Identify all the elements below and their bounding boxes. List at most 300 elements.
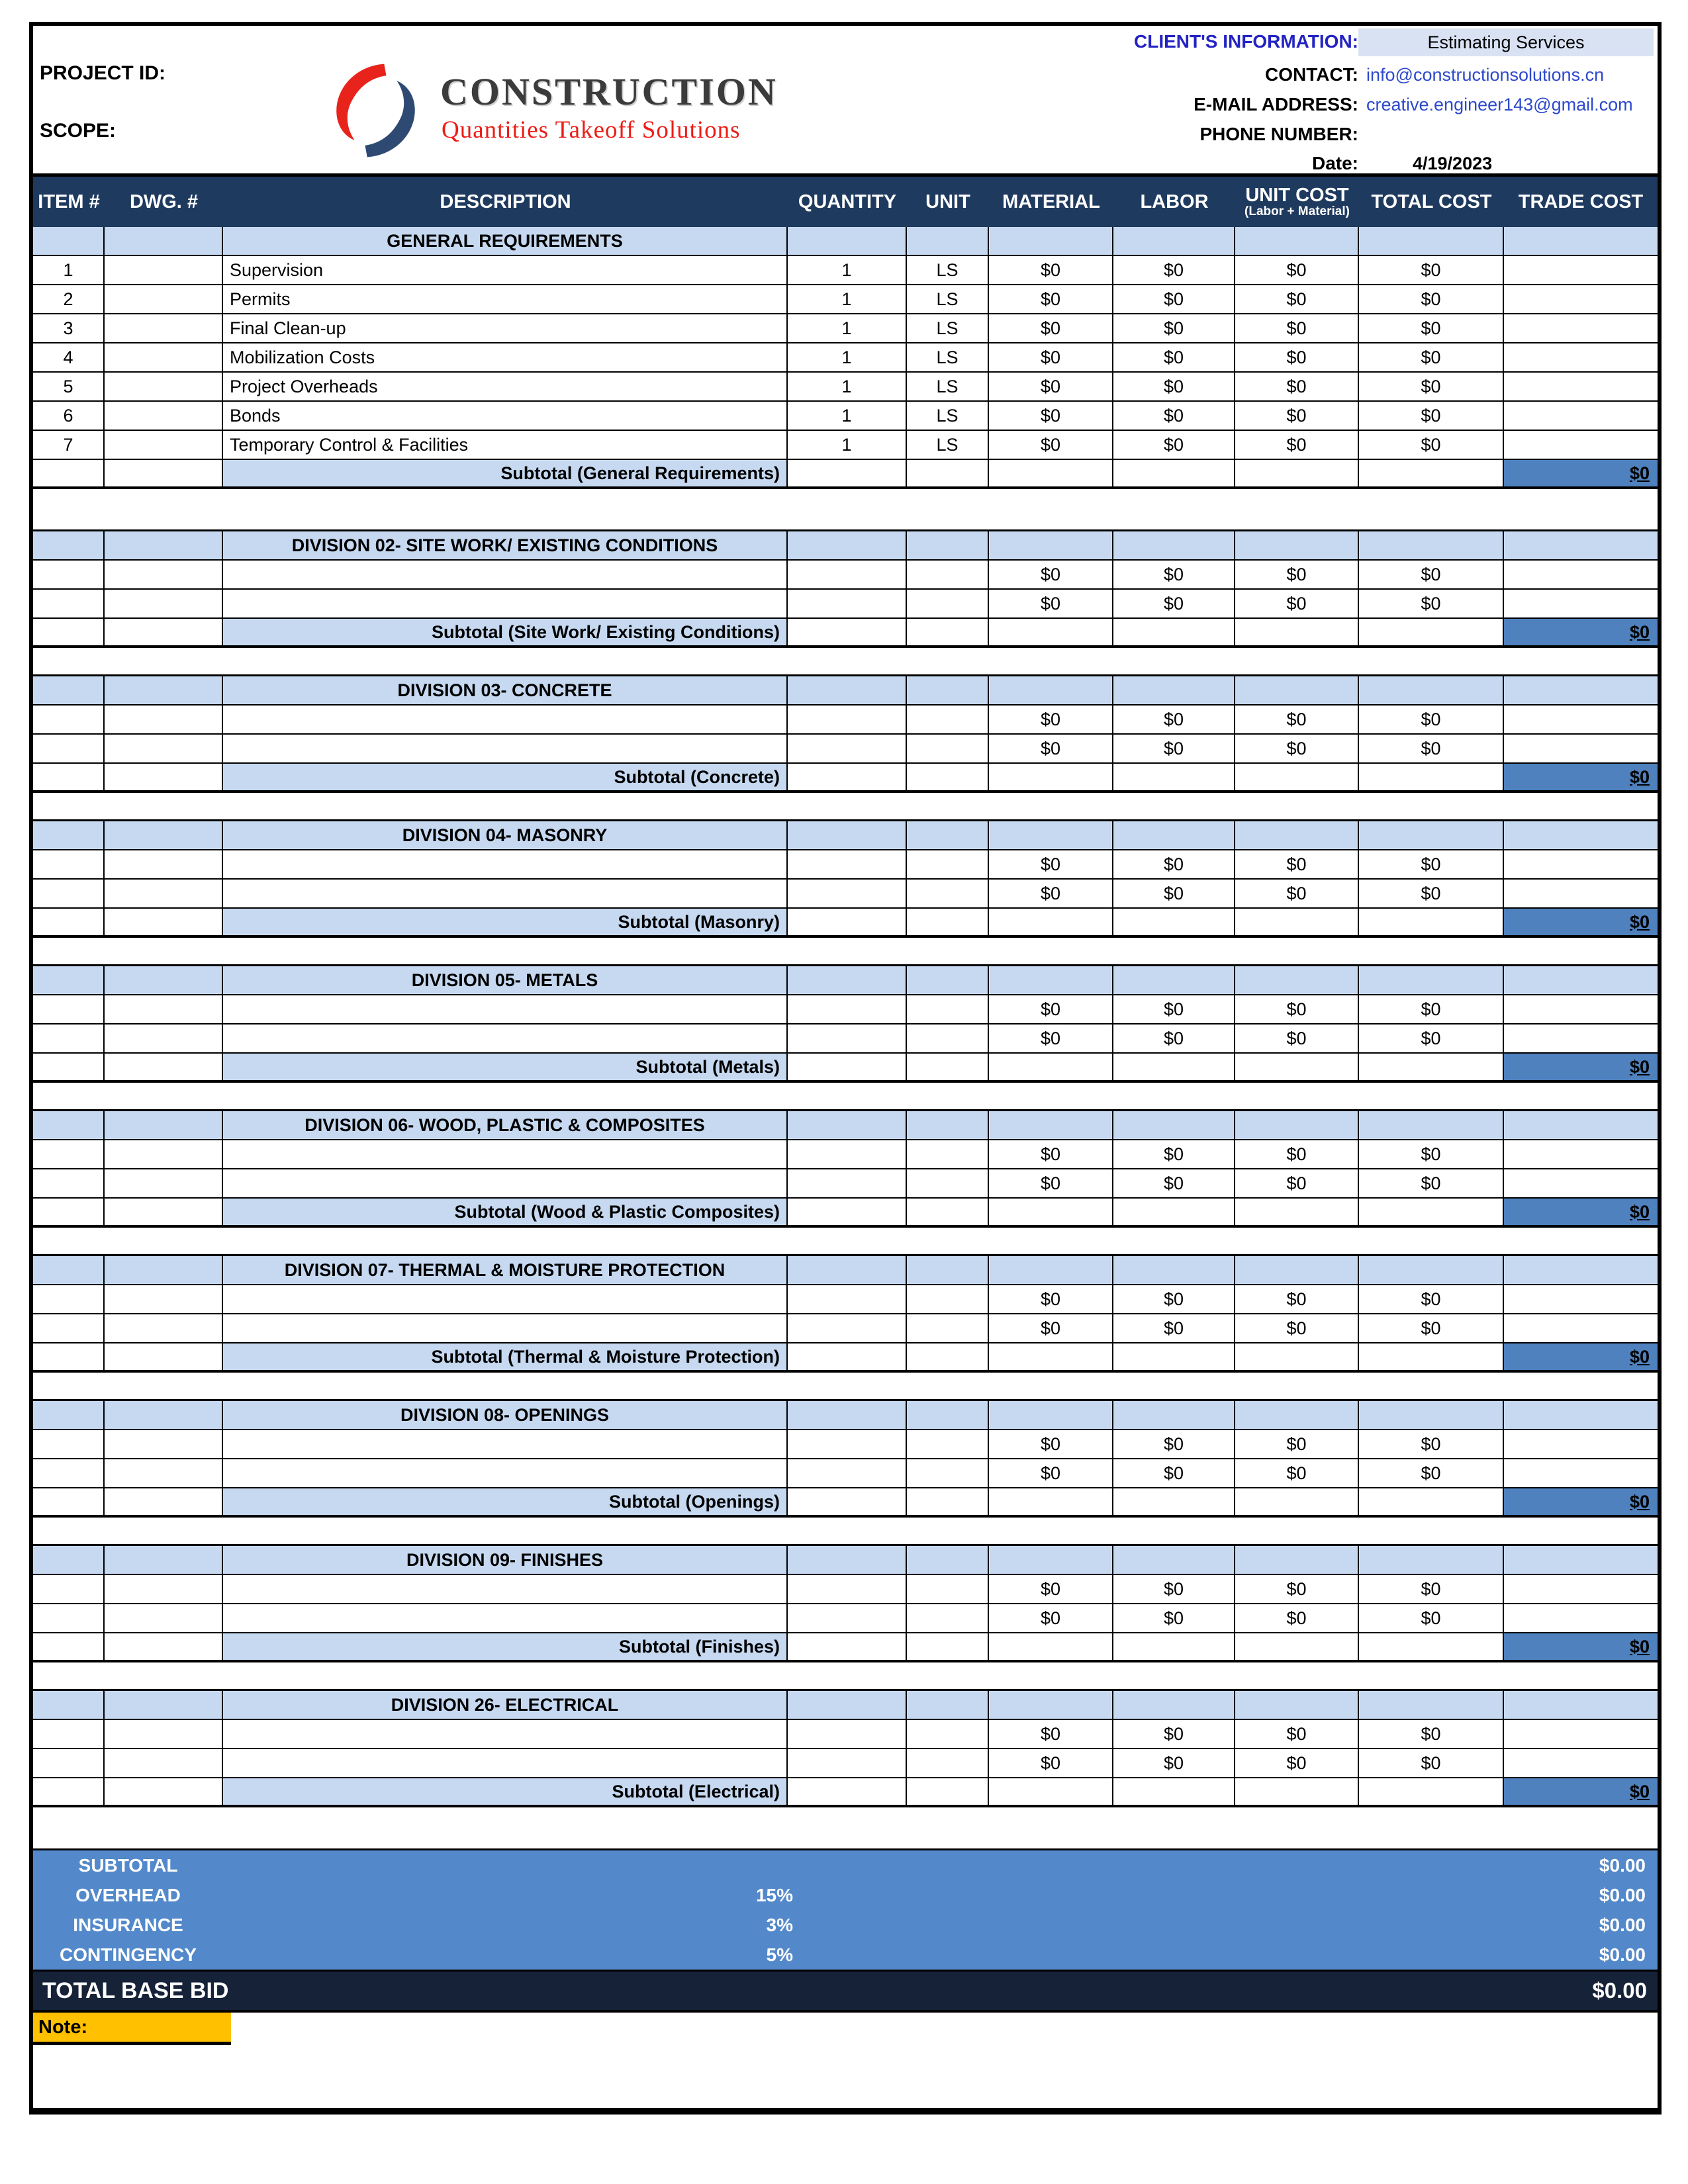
cell-dwg[interactable] — [105, 1749, 223, 1778]
cell-dwg[interactable] — [105, 735, 223, 764]
cell-quantity[interactable] — [788, 1430, 907, 1459]
cell-trade-cost[interactable] — [1504, 1459, 1658, 1488]
cell-unit-cost[interactable]: $0 — [1235, 735, 1359, 764]
cell-unit[interactable] — [907, 1575, 989, 1604]
cell-trade-cost[interactable] — [1504, 373, 1658, 402]
cell-total-cost — [1359, 1633, 1504, 1661]
cell-description[interactable] — [223, 1024, 788, 1054]
cell-material[interactable]: $0 — [989, 343, 1113, 373]
cell-item-number[interactable] — [33, 1459, 105, 1488]
summary-row — [33, 1940, 1658, 1970]
cell-unit-cost[interactable]: $0 — [1235, 285, 1359, 314]
cell-unit[interactable] — [907, 880, 989, 909]
cell-description[interactable] — [223, 1720, 788, 1749]
cell-labor[interactable]: $0 — [1113, 995, 1235, 1024]
cell-unit-cost[interactable]: $0 — [1235, 343, 1359, 373]
cell-trade-cost[interactable] — [1504, 1169, 1658, 1199]
cell-unit[interactable]: LS — [907, 285, 989, 314]
cell-material[interactable]: $0 — [989, 1169, 1113, 1199]
cell-labor[interactable]: $0 — [1113, 285, 1235, 314]
cell-labor[interactable]: $0 — [1113, 1720, 1235, 1749]
cell-material[interactable]: $0 — [989, 1314, 1113, 1343]
cell-quantity — [788, 1546, 907, 1575]
section-header-row — [33, 531, 1658, 561]
cell-trade-cost[interactable] — [1504, 256, 1658, 285]
cell-quantity[interactable] — [788, 1285, 907, 1314]
cell-material[interactable]: $0 — [989, 1140, 1113, 1169]
cell-unit[interactable]: LS — [907, 343, 989, 373]
cell-item-number[interactable] — [33, 850, 105, 880]
cell-total-cost — [1359, 1256, 1504, 1285]
cell-dwg[interactable] — [105, 1169, 223, 1199]
cell-trade-cost[interactable] — [1504, 314, 1658, 343]
cell-item-number[interactable] — [33, 1604, 105, 1633]
cell-quantity[interactable] — [788, 1169, 907, 1199]
cell-total-cost — [1359, 1054, 1504, 1081]
cell-unit-cost[interactable]: $0 — [1235, 705, 1359, 735]
cell-quantity[interactable] — [788, 1575, 907, 1604]
cell-unit-cost[interactable]: $0 — [1235, 431, 1359, 460]
cell-unit[interactable] — [907, 561, 989, 590]
cell-dwg[interactable] — [105, 880, 223, 909]
cell-dwg[interactable] — [105, 402, 223, 431]
cell-unit-cost[interactable]: $0 — [1235, 850, 1359, 880]
cell-unit-cost[interactable]: $0 — [1235, 402, 1359, 431]
cell-unit[interactable] — [907, 735, 989, 764]
cell-labor[interactable]: $0 — [1113, 373, 1235, 402]
cell-quantity[interactable]: 1 — [788, 314, 907, 343]
cell-material — [989, 821, 1113, 850]
cell-quantity[interactable] — [788, 880, 907, 909]
cell-item-number — [33, 1256, 105, 1285]
cell-description[interactable]: Supervision — [223, 256, 788, 285]
cell-dwg[interactable] — [105, 561, 223, 590]
cell-trade-cost[interactable] — [1504, 590, 1658, 619]
cell-unit[interactable] — [907, 1314, 989, 1343]
cell-unit-cost[interactable]: $0 — [1235, 1749, 1359, 1778]
cell-quantity[interactable] — [788, 1749, 907, 1778]
cell-dwg[interactable] — [105, 256, 223, 285]
cell-description[interactable]: Temporary Control & Facilities — [223, 431, 788, 460]
cell-trade-cost[interactable] — [1504, 285, 1658, 314]
cell-total-cost[interactable]: $0 — [1359, 1430, 1504, 1459]
cell-material[interactable]: $0 — [989, 1720, 1113, 1749]
cell-unit-cost[interactable]: $0 — [1235, 561, 1359, 590]
cell-labor[interactable]: $0 — [1113, 735, 1235, 764]
cell-quantity — [788, 1401, 907, 1430]
section-gap-row — [33, 1373, 1658, 1401]
cell-description[interactable] — [223, 1169, 788, 1199]
cell-quantity[interactable] — [788, 850, 907, 880]
cell-labor — [1113, 1111, 1235, 1140]
cell-quantity[interactable] — [788, 590, 907, 619]
cell-unit[interactable]: LS — [907, 373, 989, 402]
cell-dwg[interactable] — [105, 590, 223, 619]
cell-item-number[interactable]: 2 — [33, 285, 105, 314]
cell-unit-cost[interactable]: $0 — [1235, 1285, 1359, 1314]
cell-labor[interactable]: $0 — [1113, 1140, 1235, 1169]
cell-unit-cost[interactable]: $0 — [1235, 1604, 1359, 1633]
cell-description[interactable] — [223, 735, 788, 764]
cell-description[interactable] — [223, 1604, 788, 1633]
cell-labor[interactable]: $0 — [1113, 1604, 1235, 1633]
cell-item-number[interactable] — [33, 561, 105, 590]
cell-dwg — [105, 1778, 223, 1806]
cell-unit[interactable] — [907, 590, 989, 619]
cell-trade-cost[interactable] — [1504, 995, 1658, 1024]
cell-dwg[interactable] — [105, 285, 223, 314]
cell-unit — [907, 619, 989, 647]
cell-quantity[interactable]: 1 — [788, 256, 907, 285]
cell-unit-cost[interactable]: $0 — [1235, 373, 1359, 402]
cell-description[interactable] — [223, 590, 788, 619]
cell-unit-cost[interactable]: $0 — [1235, 1720, 1359, 1749]
cell-quantity[interactable]: 1 — [788, 402, 907, 431]
cell-unit-cost[interactable]: $0 — [1235, 1140, 1359, 1169]
cell-total-cost[interactable]: $0 — [1359, 314, 1504, 343]
cell-labor[interactable]: $0 — [1113, 314, 1235, 343]
cell-trade-cost[interactable] — [1504, 1575, 1658, 1604]
cell-description[interactable] — [223, 1575, 788, 1604]
cell-quantity[interactable] — [788, 1314, 907, 1343]
cell-material[interactable]: $0 — [989, 314, 1113, 343]
cell-total-cost[interactable]: $0 — [1359, 1285, 1504, 1314]
cell-trade-cost[interactable] — [1504, 1430, 1658, 1459]
cell-total-cost[interactable]: $0 — [1359, 1140, 1504, 1169]
cell-material[interactable]: $0 — [989, 1604, 1113, 1633]
cell-material — [989, 966, 1113, 995]
cell-description[interactable] — [223, 1314, 788, 1343]
cell-dwg[interactable] — [105, 1314, 223, 1343]
cell-unit — [907, 460, 989, 488]
cell-description[interactable] — [223, 880, 788, 909]
cell-quantity[interactable]: 1 — [788, 431, 907, 460]
cell-material[interactable]: $0 — [989, 1285, 1113, 1314]
cell-item-number[interactable]: 3 — [33, 314, 105, 343]
cell-description[interactable]: Bonds — [223, 402, 788, 431]
cell-item-number[interactable] — [33, 995, 105, 1024]
cell-trade-cost — [1504, 1111, 1658, 1140]
cell-unit[interactable] — [907, 1169, 989, 1199]
cell-total-cost[interactable]: $0 — [1359, 850, 1504, 880]
cell-material[interactable]: $0 — [989, 256, 1113, 285]
cell-unit-cost[interactable]: $0 — [1235, 1024, 1359, 1054]
cell-dwg[interactable] — [105, 1285, 223, 1314]
cell-unit-cost[interactable]: $0 — [1235, 1575, 1359, 1604]
cell-unit[interactable]: LS — [907, 256, 989, 285]
cell-total-cost[interactable]: $0 — [1359, 256, 1504, 285]
cell-item-number[interactable] — [33, 1285, 105, 1314]
cell-unit-cost[interactable]: $0 — [1235, 256, 1359, 285]
cell-material[interactable]: $0 — [989, 1459, 1113, 1488]
cell-total-cost[interactable]: $0 — [1359, 1024, 1504, 1054]
cell-description[interactable] — [223, 1285, 788, 1314]
cell-item-number[interactable] — [33, 1169, 105, 1199]
cell-trade-cost[interactable] — [1504, 1604, 1658, 1633]
cell-dwg[interactable] — [105, 1024, 223, 1054]
cell-total-cost[interactable]: $0 — [1359, 995, 1504, 1024]
cell-material — [989, 1778, 1113, 1806]
cell-unit[interactable]: LS — [907, 402, 989, 431]
cell-quantity[interactable] — [788, 561, 907, 590]
cell-total-cost[interactable]: $0 — [1359, 705, 1504, 735]
cell-unit[interactable] — [907, 1140, 989, 1169]
cell-labor[interactable]: $0 — [1113, 705, 1235, 735]
cell-description[interactable] — [223, 1140, 788, 1169]
cell-quantity[interactable]: 1 — [788, 373, 907, 402]
cell-unit[interactable] — [907, 1604, 989, 1633]
subtotal-trade-cost: $0 — [1504, 1633, 1658, 1661]
cell-total-cost[interactable]: $0 — [1359, 373, 1504, 402]
cell-material[interactable]: $0 — [989, 705, 1113, 735]
cell-unit[interactable]: LS — [907, 431, 989, 460]
table-row — [33, 1720, 1658, 1749]
cell-item-number[interactable]: 1 — [33, 256, 105, 285]
cell-material[interactable]: $0 — [989, 373, 1113, 402]
cell-material[interactable]: $0 — [989, 590, 1113, 619]
cell-material[interactable]: $0 — [989, 850, 1113, 880]
cell-material[interactable]: $0 — [989, 880, 1113, 909]
cell-unit-cost[interactable]: $0 — [1235, 995, 1359, 1024]
cell-labor[interactable]: $0 — [1113, 431, 1235, 460]
cell-dwg[interactable] — [105, 343, 223, 373]
cell-total-cost[interactable]: $0 — [1359, 590, 1504, 619]
cell-labor[interactable]: $0 — [1113, 561, 1235, 590]
cell-total-cost[interactable]: $0 — [1359, 880, 1504, 909]
date-value[interactable]: 4/19/2023 — [1413, 154, 1493, 173]
summary-percentage[interactable]: 15% — [755, 1885, 793, 1905]
cell-total-cost — [1359, 1401, 1504, 1430]
cell-item-number[interactable]: 5 — [33, 373, 105, 402]
cell-unit[interactable] — [907, 850, 989, 880]
total-base-bid-amount: $0.00 — [1592, 1978, 1647, 2003]
email-link[interactable]: creative.engineer143@gmail.com — [1366, 95, 1633, 114]
cell-item-number[interactable]: 4 — [33, 343, 105, 373]
cell-item-number[interactable] — [33, 705, 105, 735]
cell-labor[interactable]: $0 — [1113, 256, 1235, 285]
cell-trade-cost[interactable] — [1504, 1285, 1658, 1314]
cell-item-number[interactable] — [33, 735, 105, 764]
cell-unit[interactable] — [907, 1459, 989, 1488]
note-cell[interactable]: Note: — [33, 2013, 231, 2045]
cell-labor[interactable]: $0 — [1113, 1314, 1235, 1343]
cell-unit-cost — [1235, 909, 1359, 936]
cell-item-number[interactable] — [33, 1430, 105, 1459]
cell-quantity[interactable]: 1 — [788, 285, 907, 314]
cell-total-cost[interactable]: $0 — [1359, 1459, 1504, 1488]
cell-unit-cost[interactable]: $0 — [1235, 314, 1359, 343]
cell-unit-cost[interactable]: $0 — [1235, 880, 1359, 909]
summary-percentage[interactable]: 5% — [766, 1944, 793, 1965]
cell-unit[interactable] — [907, 1430, 989, 1459]
cell-total-cost[interactable]: $0 — [1359, 285, 1504, 314]
cell-material[interactable]: $0 — [989, 285, 1113, 314]
summary-percentage[interactable]: 3% — [766, 1915, 793, 1935]
cell-labor — [1113, 1256, 1235, 1285]
cell-labor[interactable]: $0 — [1113, 1749, 1235, 1778]
cell-dwg[interactable] — [105, 850, 223, 880]
cell-quantity[interactable] — [788, 1459, 907, 1488]
cell-total-cost[interactable]: $0 — [1359, 402, 1504, 431]
section-title: DIVISION 06- WOOD, PLASTIC & COMPOSITES — [223, 1111, 788, 1140]
cell-trade-cost[interactable] — [1504, 1140, 1658, 1169]
cell-unit[interactable] — [907, 1285, 989, 1314]
cell-quantity[interactable] — [788, 995, 907, 1024]
section-header-row — [33, 676, 1658, 705]
section-title: DIVISION 08- OPENINGS — [223, 1401, 788, 1430]
cell-labor[interactable]: $0 — [1113, 1285, 1235, 1314]
cell-item-number[interactable] — [33, 590, 105, 619]
cell-trade-cost[interactable] — [1504, 343, 1658, 373]
subtotal-row — [33, 1199, 1658, 1228]
cell-item-number[interactable] — [33, 1140, 105, 1169]
cell-labor[interactable]: $0 — [1113, 1575, 1235, 1604]
subtotal-trade-cost: $0 — [1504, 1778, 1658, 1806]
cell-total-cost[interactable]: $0 — [1359, 735, 1504, 764]
cell-labor[interactable]: $0 — [1113, 1459, 1235, 1488]
cell-labor[interactable]: $0 — [1113, 402, 1235, 431]
cell-total-cost — [1359, 1691, 1504, 1720]
cell-item-number[interactable]: 7 — [33, 431, 105, 460]
project-id-label: PROJECT ID: — [40, 62, 166, 84]
cell-description[interactable]: Project Overheads — [223, 373, 788, 402]
cell-item-number[interactable] — [33, 880, 105, 909]
cell-material[interactable]: $0 — [989, 1024, 1113, 1054]
cell-unit-cost[interactable]: $0 — [1235, 1459, 1359, 1488]
cell-quantity[interactable] — [788, 1140, 907, 1169]
cell-dwg[interactable] — [105, 1720, 223, 1749]
cell-unit[interactable] — [907, 1024, 989, 1054]
cell-trade-cost[interactable] — [1504, 735, 1658, 764]
cell-trade-cost[interactable] — [1504, 1749, 1658, 1778]
cell-unit[interactable] — [907, 705, 989, 735]
cell-description[interactable] — [223, 561, 788, 590]
cell-material[interactable]: $0 — [989, 402, 1113, 431]
cell-description[interactable] — [223, 1430, 788, 1459]
cell-trade-cost[interactable] — [1504, 1314, 1658, 1343]
cell-trade-cost[interactable] — [1504, 1024, 1658, 1054]
cell-quantity[interactable] — [788, 1720, 907, 1749]
cell-unit-cost[interactable]: $0 — [1235, 1314, 1359, 1343]
cell-trade-cost[interactable] — [1504, 402, 1658, 431]
cell-dwg[interactable] — [105, 373, 223, 402]
cell-dwg[interactable] — [105, 705, 223, 735]
cell-item-number[interactable] — [33, 1314, 105, 1343]
cell-labor — [1113, 1546, 1235, 1575]
cell-unit[interactable] — [907, 1749, 989, 1778]
cell-item-number[interactable] — [33, 1720, 105, 1749]
cell-item-number[interactable]: 6 — [33, 402, 105, 431]
cell-unit-cost[interactable]: $0 — [1235, 1430, 1359, 1459]
cell-total-cost[interactable]: $0 — [1359, 1720, 1504, 1749]
cell-description[interactable] — [223, 850, 788, 880]
cell-total-cost[interactable]: $0 — [1359, 1575, 1504, 1604]
cell-material[interactable]: $0 — [989, 995, 1113, 1024]
cell-total-cost[interactable]: $0 — [1359, 431, 1504, 460]
section-gap-row — [33, 793, 1658, 821]
cell-trade-cost[interactable] — [1504, 431, 1658, 460]
cell-trade-cost[interactable] — [1504, 850, 1658, 880]
cell-description[interactable] — [223, 995, 788, 1024]
cell-trade-cost[interactable] — [1504, 1720, 1658, 1749]
section-header-row — [33, 227, 1658, 256]
cell-unit-cost[interactable]: $0 — [1235, 1169, 1359, 1199]
cell-total-cost[interactable]: $0 — [1359, 1604, 1504, 1633]
subtotal-label: Subtotal (Metals) — [223, 1054, 788, 1081]
cell-item-number[interactable] — [33, 1749, 105, 1778]
service-type-cell[interactable]: Estimating Services — [1358, 28, 1654, 56]
cell-total-cost[interactable]: $0 — [1359, 1749, 1504, 1778]
cell-dwg[interactable] — [105, 1430, 223, 1459]
cell-description[interactable]: Permits — [223, 285, 788, 314]
cell-material[interactable]: $0 — [989, 1430, 1113, 1459]
cell-material[interactable]: $0 — [989, 1575, 1113, 1604]
cell-labor[interactable]: $0 — [1113, 880, 1235, 909]
cell-labor[interactable]: $0 — [1113, 1169, 1235, 1199]
cell-labor[interactable]: $0 — [1113, 850, 1235, 880]
cell-dwg[interactable] — [105, 431, 223, 460]
cell-unit[interactable]: LS — [907, 314, 989, 343]
cell-total-cost[interactable]: $0 — [1359, 1314, 1504, 1343]
cell-description[interactable] — [223, 705, 788, 735]
cell-dwg[interactable] — [105, 314, 223, 343]
cell-trade-cost[interactable] — [1504, 880, 1658, 909]
cell-quantity[interactable] — [788, 1024, 907, 1054]
cell-total-cost[interactable]: $0 — [1359, 561, 1504, 590]
cell-unit — [907, 1488, 989, 1516]
cell-trade-cost — [1504, 1691, 1658, 1720]
cell-dwg[interactable] — [105, 1140, 223, 1169]
cell-labor[interactable]: $0 — [1113, 590, 1235, 619]
cell-unit-cost — [1235, 821, 1359, 850]
cell-trade-cost[interactable] — [1504, 561, 1658, 590]
cell-quantity[interactable] — [788, 705, 907, 735]
cell-description[interactable] — [223, 1749, 788, 1778]
cell-labor[interactable]: $0 — [1113, 1430, 1235, 1459]
cell-material[interactable]: $0 — [989, 735, 1113, 764]
cell-unit[interactable] — [907, 995, 989, 1024]
cell-unit-cost[interactable]: $0 — [1235, 590, 1359, 619]
cell-description[interactable]: Mobilization Costs — [223, 343, 788, 373]
cell-item-number — [33, 1054, 105, 1081]
cell-quantity[interactable]: 1 — [788, 343, 907, 373]
cell-material — [989, 1256, 1113, 1285]
cell-item-number[interactable] — [33, 1024, 105, 1054]
cell-description[interactable]: Final Clean-up — [223, 314, 788, 343]
contact-email-link[interactable]: info@constructionsolutions.cn — [1366, 65, 1605, 85]
cell-total-cost[interactable]: $0 — [1359, 1169, 1504, 1199]
cell-labor[interactable]: $0 — [1113, 1024, 1235, 1054]
cell-labor[interactable]: $0 — [1113, 343, 1235, 373]
cell-dwg[interactable] — [105, 995, 223, 1024]
cell-dwg[interactable] — [105, 1604, 223, 1633]
summary-label: SUBTOTAL — [78, 1855, 178, 1876]
cell-material[interactable]: $0 — [989, 1749, 1113, 1778]
cell-material[interactable]: $0 — [989, 561, 1113, 590]
cell-total-cost[interactable]: $0 — [1359, 343, 1504, 373]
cell-item-number[interactable] — [33, 1575, 105, 1604]
cell-quantity[interactable] — [788, 1604, 907, 1633]
section-title: DIVISION 26- ELECTRICAL — [223, 1691, 788, 1720]
cell-dwg[interactable] — [105, 1575, 223, 1604]
cell-material[interactable]: $0 — [989, 431, 1113, 460]
cell-unit[interactable] — [907, 1720, 989, 1749]
cell-quantity[interactable] — [788, 735, 907, 764]
cell-description[interactable] — [223, 1459, 788, 1488]
cell-trade-cost[interactable] — [1504, 705, 1658, 735]
cell-dwg[interactable] — [105, 1459, 223, 1488]
email-label: E-MAIL ADDRESS: — [1194, 94, 1358, 114]
